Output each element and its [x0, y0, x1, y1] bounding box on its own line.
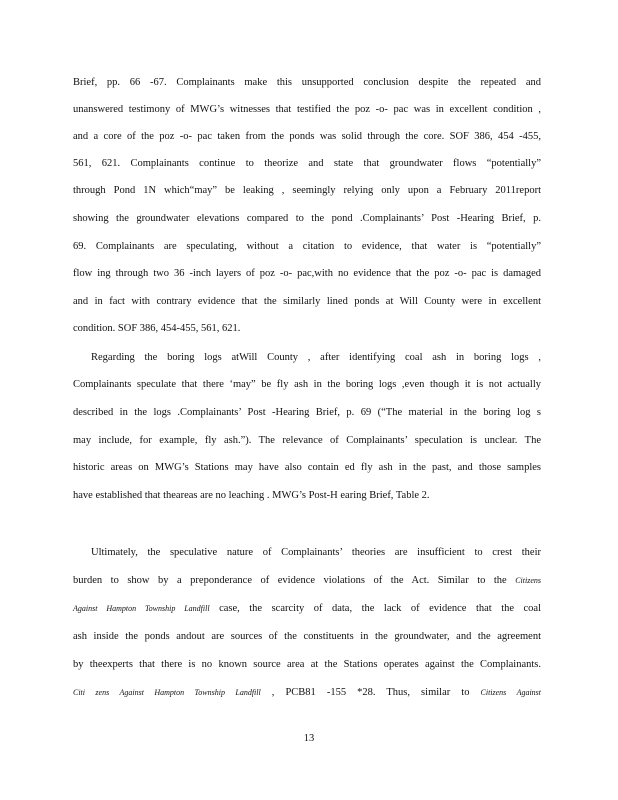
text-line: ash inside the ponds andout are sources of the constituents in the groundwater, and the agreement	[73, 631, 541, 642]
text-segment: case, the scarcity of data, the lack of evidence that the coal	[219, 603, 542, 614]
text-segment: burden to show by a preponderance of evidence violations of the Act. Similar to the	[73, 575, 507, 586]
text-line: unanswered testimony of MWG’s witnesses that testified the poz -o- pac was in excellent condition ,	[73, 104, 541, 115]
text-line: Complainants speculate that there ‘may” be fly ash in the boring logs ,even though it is not actually	[73, 379, 541, 390]
text-line	[73, 602, 541, 616]
text-line: and in fact with contrary evidence that the similarly lined ponds at Will County were in excellent	[73, 296, 541, 307]
text-line: Brief, pp. 66 -67. Complainants make this unsupported conclusion despite the repeated and	[73, 77, 541, 88]
text-line: have established that theareas are no leaching . MWG’s Post-H earing Brief, Table 2.	[73, 490, 430, 501]
case-name: Citizens Against	[480, 688, 542, 697]
text-line: condition. SOF 386, 454-455, 561, 621.	[73, 323, 241, 334]
text-line: Regarding the boring logs atWill County , after identifying coal ash in boring logs ,	[91, 352, 541, 363]
text-line	[73, 686, 541, 700]
text-line: Ultimately, the speculative nature of Complainants’ theories are insufficient to crest their	[91, 547, 541, 558]
text-line: by theexperts that there is no known source area at the Stations operates against the Complainants.	[73, 659, 541, 670]
text-line: described in the logs .Complainants’ Post -Hearing Brief, p. 69 (“The material in the boring log s	[73, 407, 541, 418]
text-line: flow ing through two 36 -inch layers of poz -o- pac,with no evidence that the poz -o- pac is damaged	[73, 268, 541, 279]
text-line: through Pond 1N which“may” be leaking , seemingly relying only upon a February 2011report	[73, 185, 541, 196]
text-line: may include, for example, fly ash.”). The relevance of Complainants’ speculation is unclear. The	[73, 435, 541, 446]
text-line: 69. Complainants are speculating, without a citation to evidence, that water is “potentially”	[73, 241, 541, 252]
text-line	[73, 574, 541, 588]
case-name: Against Hampton Township Landfill	[73, 604, 210, 613]
text-line: historic areas on MWG’s Stations may have also contain ed fly ash in the past, and those samples	[73, 462, 541, 473]
text-segment: , PCB81 -155 *28. Thus, similar to	[271, 687, 470, 698]
case-name: Citi zens Against Hampton Township Landfill	[73, 688, 261, 697]
text-line: showing the groundwater elevations compared to the pond .Complainants’ Post -Hearing Brief, p.	[73, 213, 541, 224]
page-number: 13	[303, 733, 315, 744]
case-name: Citizens	[515, 576, 541, 585]
text-line: 561, 621. Complainants continue to theorize and state that groundwater flows “potentially”	[73, 158, 541, 169]
text-line: and a core of the poz -o- pac taken from the ponds was solid through the core. SOF 386, 454 -455,	[73, 131, 541, 142]
